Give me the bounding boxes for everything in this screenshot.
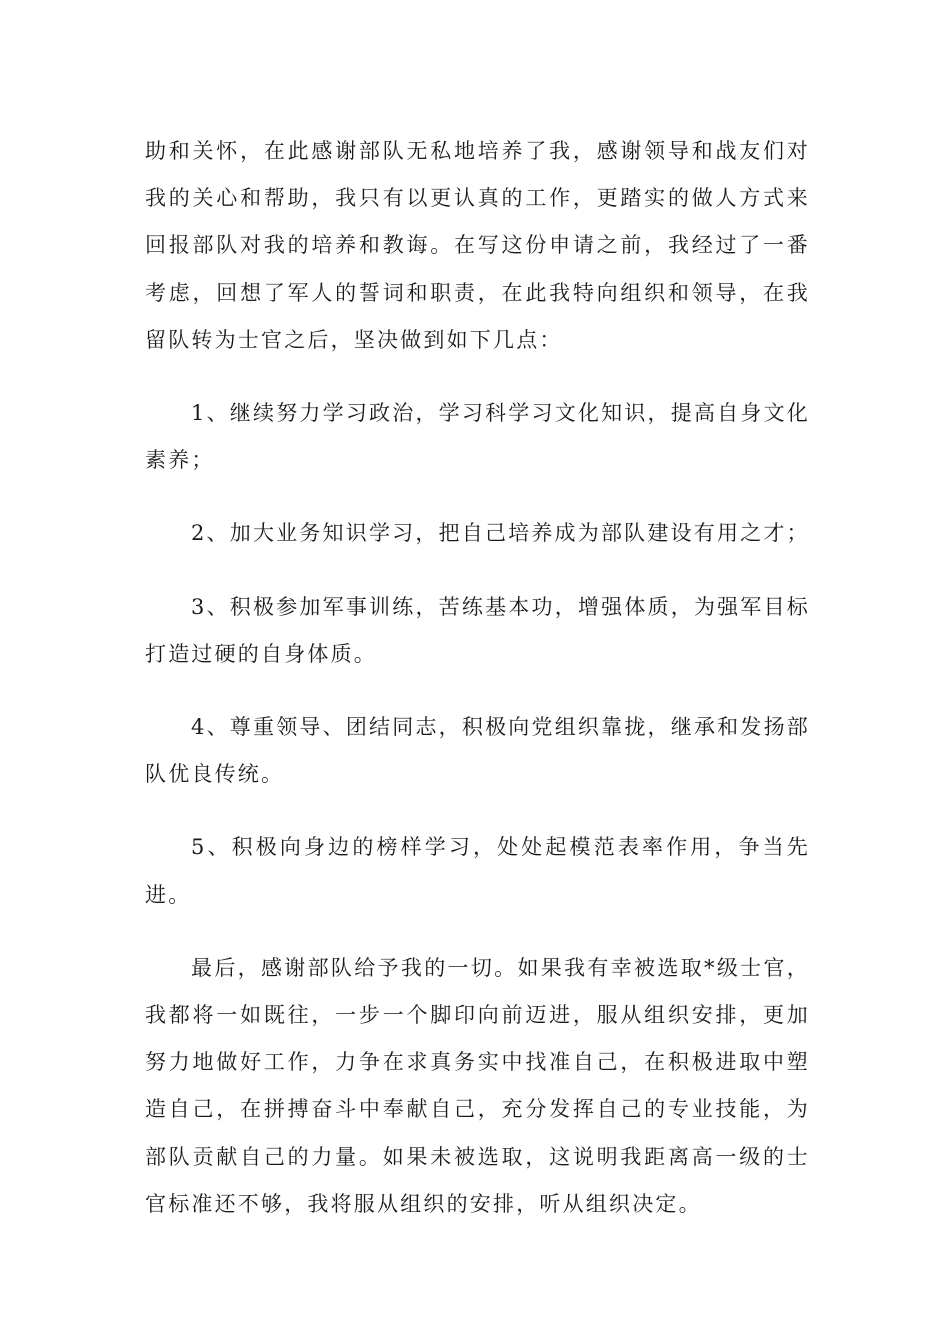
paragraph-point-5: 5、积极向身边的榜样学习，处处起模范表率作用，争当先进。 xyxy=(145,835,810,907)
paragraph-point-1: 1、继续努力学习政治，学习科学习文化知识，提高自身文化素养； xyxy=(145,401,810,473)
paragraph-closing: 最后，感谢部队给予我的一切。如果我有幸被选取*级士官，我都将一如既往，一步一个脚印向前迈进，服从组织安排，更加努力地做好工作，力争在求真务实中找准自己，在积极进取中塑造自己，在拼搏奋斗中奉献自己，充分发挥自己的专业技能，为部队贡献自己的力量。如果未被选取，这说明我距离高一级的士官标准还不够，我将服从组织的安排，听从组织决定。 xyxy=(145,955,810,1216)
paragraph-point-3: 3、积极参加军事训练，苦练基本功，增强体质，为强军目标打造过硬的自身体质。 xyxy=(145,594,810,666)
paragraph-continuation: 助和关怀，在此感谢部队无私地培养了我，感谢领导和战友们对我的关心和帮助，我只有以更认真的工作，更踏实的做人方式来回报部队对我的培养和教诲。在写这份申请之前，我经过了一番考虑，回想了军人的誓词和职责，在此我特向组织和领导，在我留队转为士官之后，坚决做到如下几点： xyxy=(145,139,810,352)
document-body xyxy=(145,128,810,1254)
paragraph-point-2: 2、加大业务知识学习，把自己培养成为部队建设有用之才； xyxy=(191,521,810,546)
paragraph-point-4: 4、尊重领导、团结同志，积极向党组织靠拢，继承和发扬部队优良传统。 xyxy=(145,715,810,787)
